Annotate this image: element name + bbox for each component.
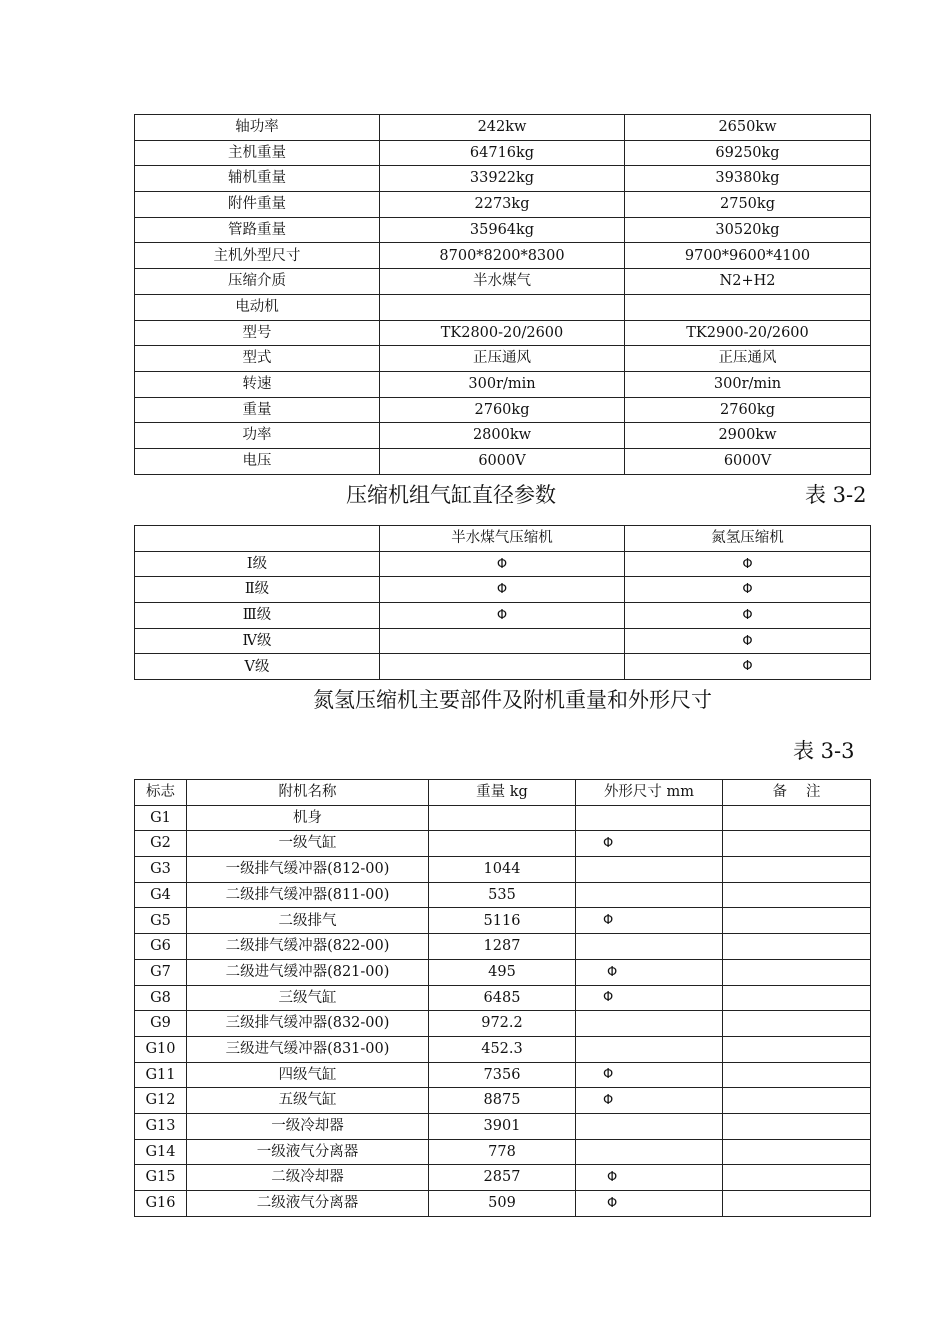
column-header: 附机名称 xyxy=(187,780,429,806)
table-cell: N2+H2 xyxy=(625,269,871,295)
table-cell: Ⅰ级 xyxy=(135,551,380,577)
table-cell: 2900kw xyxy=(625,423,871,449)
table-cell: 一级液气分离器 xyxy=(187,1139,429,1165)
table-cell: 33922kg xyxy=(380,166,625,192)
table-cell: 正压通风 xyxy=(380,346,625,372)
table-cell xyxy=(429,805,576,831)
table-cell: Φ xyxy=(625,628,871,654)
table-cell: 2650kw xyxy=(625,115,871,141)
table-row xyxy=(135,397,871,423)
table-cell: 69250kg xyxy=(625,140,871,166)
table-cell: Φ xyxy=(380,551,625,577)
table-cell: G1 xyxy=(135,805,187,831)
table-cell xyxy=(723,959,871,985)
table-cell: Ⅱ级 xyxy=(135,577,380,603)
table-cell xyxy=(723,1139,871,1165)
table-cell: 7356 xyxy=(429,1062,576,1088)
table-cell: 64716kg xyxy=(380,140,625,166)
table-cell: 6000V xyxy=(625,448,871,474)
table-cell: 300r/min xyxy=(380,371,625,397)
table-row xyxy=(135,985,871,1011)
table-cell: 1287 xyxy=(429,934,576,960)
table-cell xyxy=(576,857,723,883)
table-cell: 30520kg xyxy=(625,217,871,243)
table-cell: Φ xyxy=(576,959,723,985)
table-cell: 三级气缸 xyxy=(187,985,429,1011)
table-3-2-number: 表 3-2 xyxy=(805,483,867,507)
column-header: 外形尺寸 mm xyxy=(576,780,723,806)
table-cell: 转速 xyxy=(135,371,380,397)
table-row xyxy=(135,1191,871,1217)
table-cell: Φ xyxy=(576,1088,723,1114)
table-cell: 电压 xyxy=(135,448,380,474)
table-cell xyxy=(723,908,871,934)
table-cell: 一级排气缓冲器(812-00) xyxy=(187,857,429,883)
table-cell: 509 xyxy=(429,1191,576,1217)
table-row xyxy=(135,320,871,346)
table-cell: 778 xyxy=(429,1139,576,1165)
table-cell: 972.2 xyxy=(429,1011,576,1037)
column-header: 备 注 xyxy=(723,780,871,806)
column-header xyxy=(135,526,380,552)
column-header: 氮氢压缩机 xyxy=(625,526,871,552)
table-cell: TK2800-20/2600 xyxy=(380,320,625,346)
table-cell: 3901 xyxy=(429,1113,576,1139)
table-cell: G16 xyxy=(135,1191,187,1217)
cylinder-diameter-table xyxy=(134,525,871,680)
table-cell xyxy=(576,805,723,831)
table-row xyxy=(135,1139,871,1165)
table-cell: G7 xyxy=(135,959,187,985)
table-cell: G14 xyxy=(135,1139,187,1165)
table-cell: G3 xyxy=(135,857,187,883)
table-row xyxy=(135,882,871,908)
table-cell: 二级液气分离器 xyxy=(187,1191,429,1217)
table-cell: 附件重量 xyxy=(135,192,380,218)
table-row xyxy=(135,603,871,629)
table-cell: G11 xyxy=(135,1062,187,1088)
table-cell xyxy=(723,1011,871,1037)
table-cell: Φ xyxy=(380,577,625,603)
table-cell: 6485 xyxy=(429,985,576,1011)
table-row xyxy=(135,805,871,831)
table-row xyxy=(135,1088,871,1114)
table-cell: G15 xyxy=(135,1165,187,1191)
table-row xyxy=(135,1165,871,1191)
table-row xyxy=(135,115,871,141)
table-cell: Φ xyxy=(576,908,723,934)
table-cell: 正压通风 xyxy=(625,346,871,372)
table-row xyxy=(135,934,871,960)
table-row xyxy=(135,448,871,474)
table-cell xyxy=(723,1062,871,1088)
table-cell: 二级排气 xyxy=(187,908,429,934)
column-header: 重量 kg xyxy=(429,780,576,806)
table-header-row xyxy=(135,526,871,552)
table-cell: 压缩介质 xyxy=(135,269,380,295)
table-cell: 机身 xyxy=(187,805,429,831)
table-cell xyxy=(723,985,871,1011)
table-cell: 功率 xyxy=(135,423,380,449)
table-cell: 二级排气缓冲器(822-00) xyxy=(187,934,429,960)
table-cell: Φ xyxy=(576,1191,723,1217)
table-cell: Φ xyxy=(576,1062,723,1088)
table-row xyxy=(135,857,871,883)
table-cell: 300r/min xyxy=(625,371,871,397)
table-cell: 2750kg xyxy=(625,192,871,218)
table-header-row xyxy=(135,780,871,806)
table-cell: G13 xyxy=(135,1113,187,1139)
table-cell: 452.3 xyxy=(429,1036,576,1062)
table-cell: 535 xyxy=(429,882,576,908)
table-cell: 三级排气缓冲器(832-00) xyxy=(187,1011,429,1037)
table-cell xyxy=(576,1113,723,1139)
table-row xyxy=(135,346,871,372)
table-cell: Ⅴ级 xyxy=(135,654,380,680)
table-cell: 一级冷却器 xyxy=(187,1113,429,1139)
table-3-3-number: 表 3-3 xyxy=(793,739,855,763)
table-cell: G10 xyxy=(135,1036,187,1062)
table-cell: 2760kg xyxy=(625,397,871,423)
table-cell: 五级气缸 xyxy=(187,1088,429,1114)
table-row xyxy=(135,217,871,243)
table-cell: Ⅲ级 xyxy=(135,603,380,629)
table-cell: Ⅳ级 xyxy=(135,628,380,654)
table-cell: 6000V xyxy=(380,448,625,474)
table-cell: 重量 xyxy=(135,397,380,423)
table-cell: 2760kg xyxy=(380,397,625,423)
table-cell: Φ xyxy=(625,577,871,603)
table-cell xyxy=(723,1036,871,1062)
table-cell: 一级气缸 xyxy=(187,831,429,857)
table-cell: 495 xyxy=(429,959,576,985)
table-row xyxy=(135,243,871,269)
table-cell: Φ xyxy=(576,1165,723,1191)
table-row xyxy=(135,269,871,295)
table-row xyxy=(135,166,871,192)
table-cell: 2800kw xyxy=(380,423,625,449)
table-cell: G12 xyxy=(135,1088,187,1114)
table-cell xyxy=(723,1165,871,1191)
table-row xyxy=(135,831,871,857)
table-cell: Φ xyxy=(576,985,723,1011)
table-row xyxy=(135,423,871,449)
table-cell xyxy=(576,1011,723,1037)
table-row xyxy=(135,1011,871,1037)
table-cell xyxy=(625,294,871,320)
column-header: 标志 xyxy=(135,780,187,806)
table-cell: 主机重量 xyxy=(135,140,380,166)
table-cell xyxy=(723,1088,871,1114)
table-cell: 三级进气缓冲器(831-00) xyxy=(187,1036,429,1062)
table-cell: 轴功率 xyxy=(135,115,380,141)
table-cell: 辅机重量 xyxy=(135,166,380,192)
table-3-3-caption: 氮氢压缩机主要部件及附机重量和外形尺寸 xyxy=(313,688,712,712)
table-cell: 管路重量 xyxy=(135,217,380,243)
table-cell: Φ xyxy=(576,831,723,857)
table-cell: G6 xyxy=(135,934,187,960)
table-cell: TK2900-20/2600 xyxy=(625,320,871,346)
table-cell xyxy=(723,882,871,908)
table-cell: 242kw xyxy=(380,115,625,141)
table-cell xyxy=(576,882,723,908)
table-cell: 2857 xyxy=(429,1165,576,1191)
table-cell: Φ xyxy=(380,603,625,629)
table-cell: 8700*8200*8300 xyxy=(380,243,625,269)
table-row xyxy=(135,577,871,603)
table-cell xyxy=(576,1036,723,1062)
table-cell xyxy=(723,1113,871,1139)
table-cell: G9 xyxy=(135,1011,187,1037)
table-cell xyxy=(429,831,576,857)
table-row xyxy=(135,294,871,320)
table-cell: Φ xyxy=(625,654,871,680)
table-cell xyxy=(576,1139,723,1165)
table-cell xyxy=(723,805,871,831)
motor-spec-table xyxy=(134,114,871,475)
table-cell: 主机外型尺寸 xyxy=(135,243,380,269)
table-cell xyxy=(723,934,871,960)
table-cell: 型号 xyxy=(135,320,380,346)
auxiliary-weights-table xyxy=(134,779,871,1217)
table-cell: G2 xyxy=(135,831,187,857)
table-cell xyxy=(380,654,625,680)
table-row xyxy=(135,551,871,577)
table-row xyxy=(135,628,871,654)
table-cell: 二级冷却器 xyxy=(187,1165,429,1191)
table-3-2-caption: 压缩机组气缸直径参数 xyxy=(346,483,556,507)
table-cell xyxy=(380,628,625,654)
table-row xyxy=(135,371,871,397)
table-row xyxy=(135,1113,871,1139)
table-row xyxy=(135,1062,871,1088)
table-cell: Φ xyxy=(625,603,871,629)
table-cell: 二级进气缓冲器(821-00) xyxy=(187,959,429,985)
table-row xyxy=(135,959,871,985)
table-cell: 二级排气缓冲器(811-00) xyxy=(187,882,429,908)
table-cell xyxy=(723,857,871,883)
table-row xyxy=(135,654,871,680)
table-cell: 半水煤气 xyxy=(380,269,625,295)
table-cell xyxy=(723,1191,871,1217)
table-cell: 四级气缸 xyxy=(187,1062,429,1088)
table-cell: 电动机 xyxy=(135,294,380,320)
table-cell: 8875 xyxy=(429,1088,576,1114)
table-cell: 1044 xyxy=(429,857,576,883)
table-cell: 2273kg xyxy=(380,192,625,218)
table-cell: G8 xyxy=(135,985,187,1011)
table-cell: 型式 xyxy=(135,346,380,372)
table-cell: 39380kg xyxy=(625,166,871,192)
table-cell: 9700*9600*4100 xyxy=(625,243,871,269)
table-row xyxy=(135,1036,871,1062)
table-cell: 5116 xyxy=(429,908,576,934)
table-cell: Φ xyxy=(625,551,871,577)
table-row xyxy=(135,192,871,218)
table-cell xyxy=(380,294,625,320)
column-header: 半水煤气压缩机 xyxy=(380,526,625,552)
table-cell: 35964kg xyxy=(380,217,625,243)
table-row xyxy=(135,140,871,166)
table-cell xyxy=(576,934,723,960)
table-cell xyxy=(723,831,871,857)
table-cell: G5 xyxy=(135,908,187,934)
table-cell: G4 xyxy=(135,882,187,908)
table-row xyxy=(135,908,871,934)
